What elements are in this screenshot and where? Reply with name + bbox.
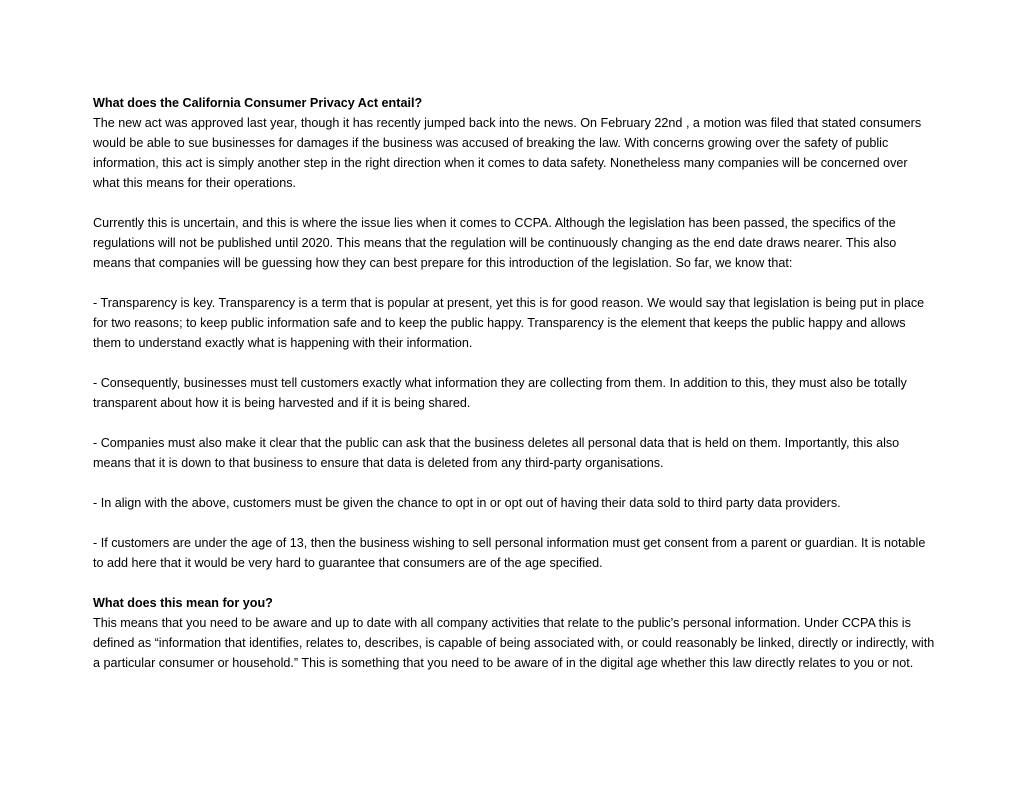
paragraph-gap: [93, 513, 935, 533]
paragraph-gap: [93, 413, 935, 433]
paragraph-gap: [93, 273, 935, 293]
bullet-opt-out: - In align with the above, customers must be given the chance to opt in or opt out of having their data sold to third party data providers.: [93, 496, 841, 510]
paragraph-gap: [93, 573, 935, 593]
bullet-transparency: - Transparency is key. Transparency is a term that is popular at present, yet this is for good reason. We would say that legislation is being put in place for two reasons; to keep public information safe and to keep the public happy. Transparency is the element that keeps the public happy and allows them to understand exactly what is happening with their information.: [93, 296, 925, 350]
bullet-collection: - Consequently, businesses must tell customers exactly what information they are collecting from them. In addition to this, they must also be totally transparent about how it is being harvested and if it is being shared.: [93, 376, 907, 410]
paragraph-gap: [93, 193, 935, 213]
paragraph-gap: [93, 473, 935, 493]
bullet-minors: - If customers are under the age of 13, then the business wishing to sell personal information must get consent from a parent or guardian. It is notable to add here that it would be very hard to guarantee that consumers are of the age specified.: [93, 536, 926, 570]
section-heading-ccpa: What does the California Consumer Privacy Act entail?: [93, 96, 423, 110]
section-heading-meaning: What does this mean for you?: [93, 596, 273, 610]
uncertainty-paragraph: Currently this is uncertain, and this is where the issue lies when it comes to CCPA. Although the legislation has been passed, the specifics of the regulations will not be published until 2020. This means that the regulation will be continuously changing as the end date draws nearer. This also means that companies will be guessing how they can best prepare for this introduction of the legislation. So far, we know that:: [93, 216, 897, 270]
bullet-deletion: - Companies must also make it clear that the public can ask that the business deletes all personal data that is held on them. Importantly, this also means that it is down to that business to ensure that data is deleted from any third-party organisations.: [93, 436, 900, 470]
document-page: [93, 93, 935, 673]
meaning-paragraph: This means that you need to be aware and up to date with all company activities that relate to the public’s personal information. Under CCPA this is defined as “information that identifies, relates to, describes, is capable of being associated with, or could reasonably be linked, directly or indirectly, with a particular consumer or household.” This is something that you need to be aware of in the digital age whether this law directly relates to you or not.: [93, 616, 935, 670]
paragraph-gap: [93, 353, 935, 373]
intro-paragraph: The new act was approved last year, though it has recently jumped back into the news. On February 22nd , a motion was filed that stated consumers would be able to sue businesses for damages if the business was accused of breaking the law. With concerns growing over the safety of public information, this act is simply another step in the right direction when it comes to data safety. Nonetheless many companies will be concerned over what this means for their operations.: [93, 116, 922, 190]
